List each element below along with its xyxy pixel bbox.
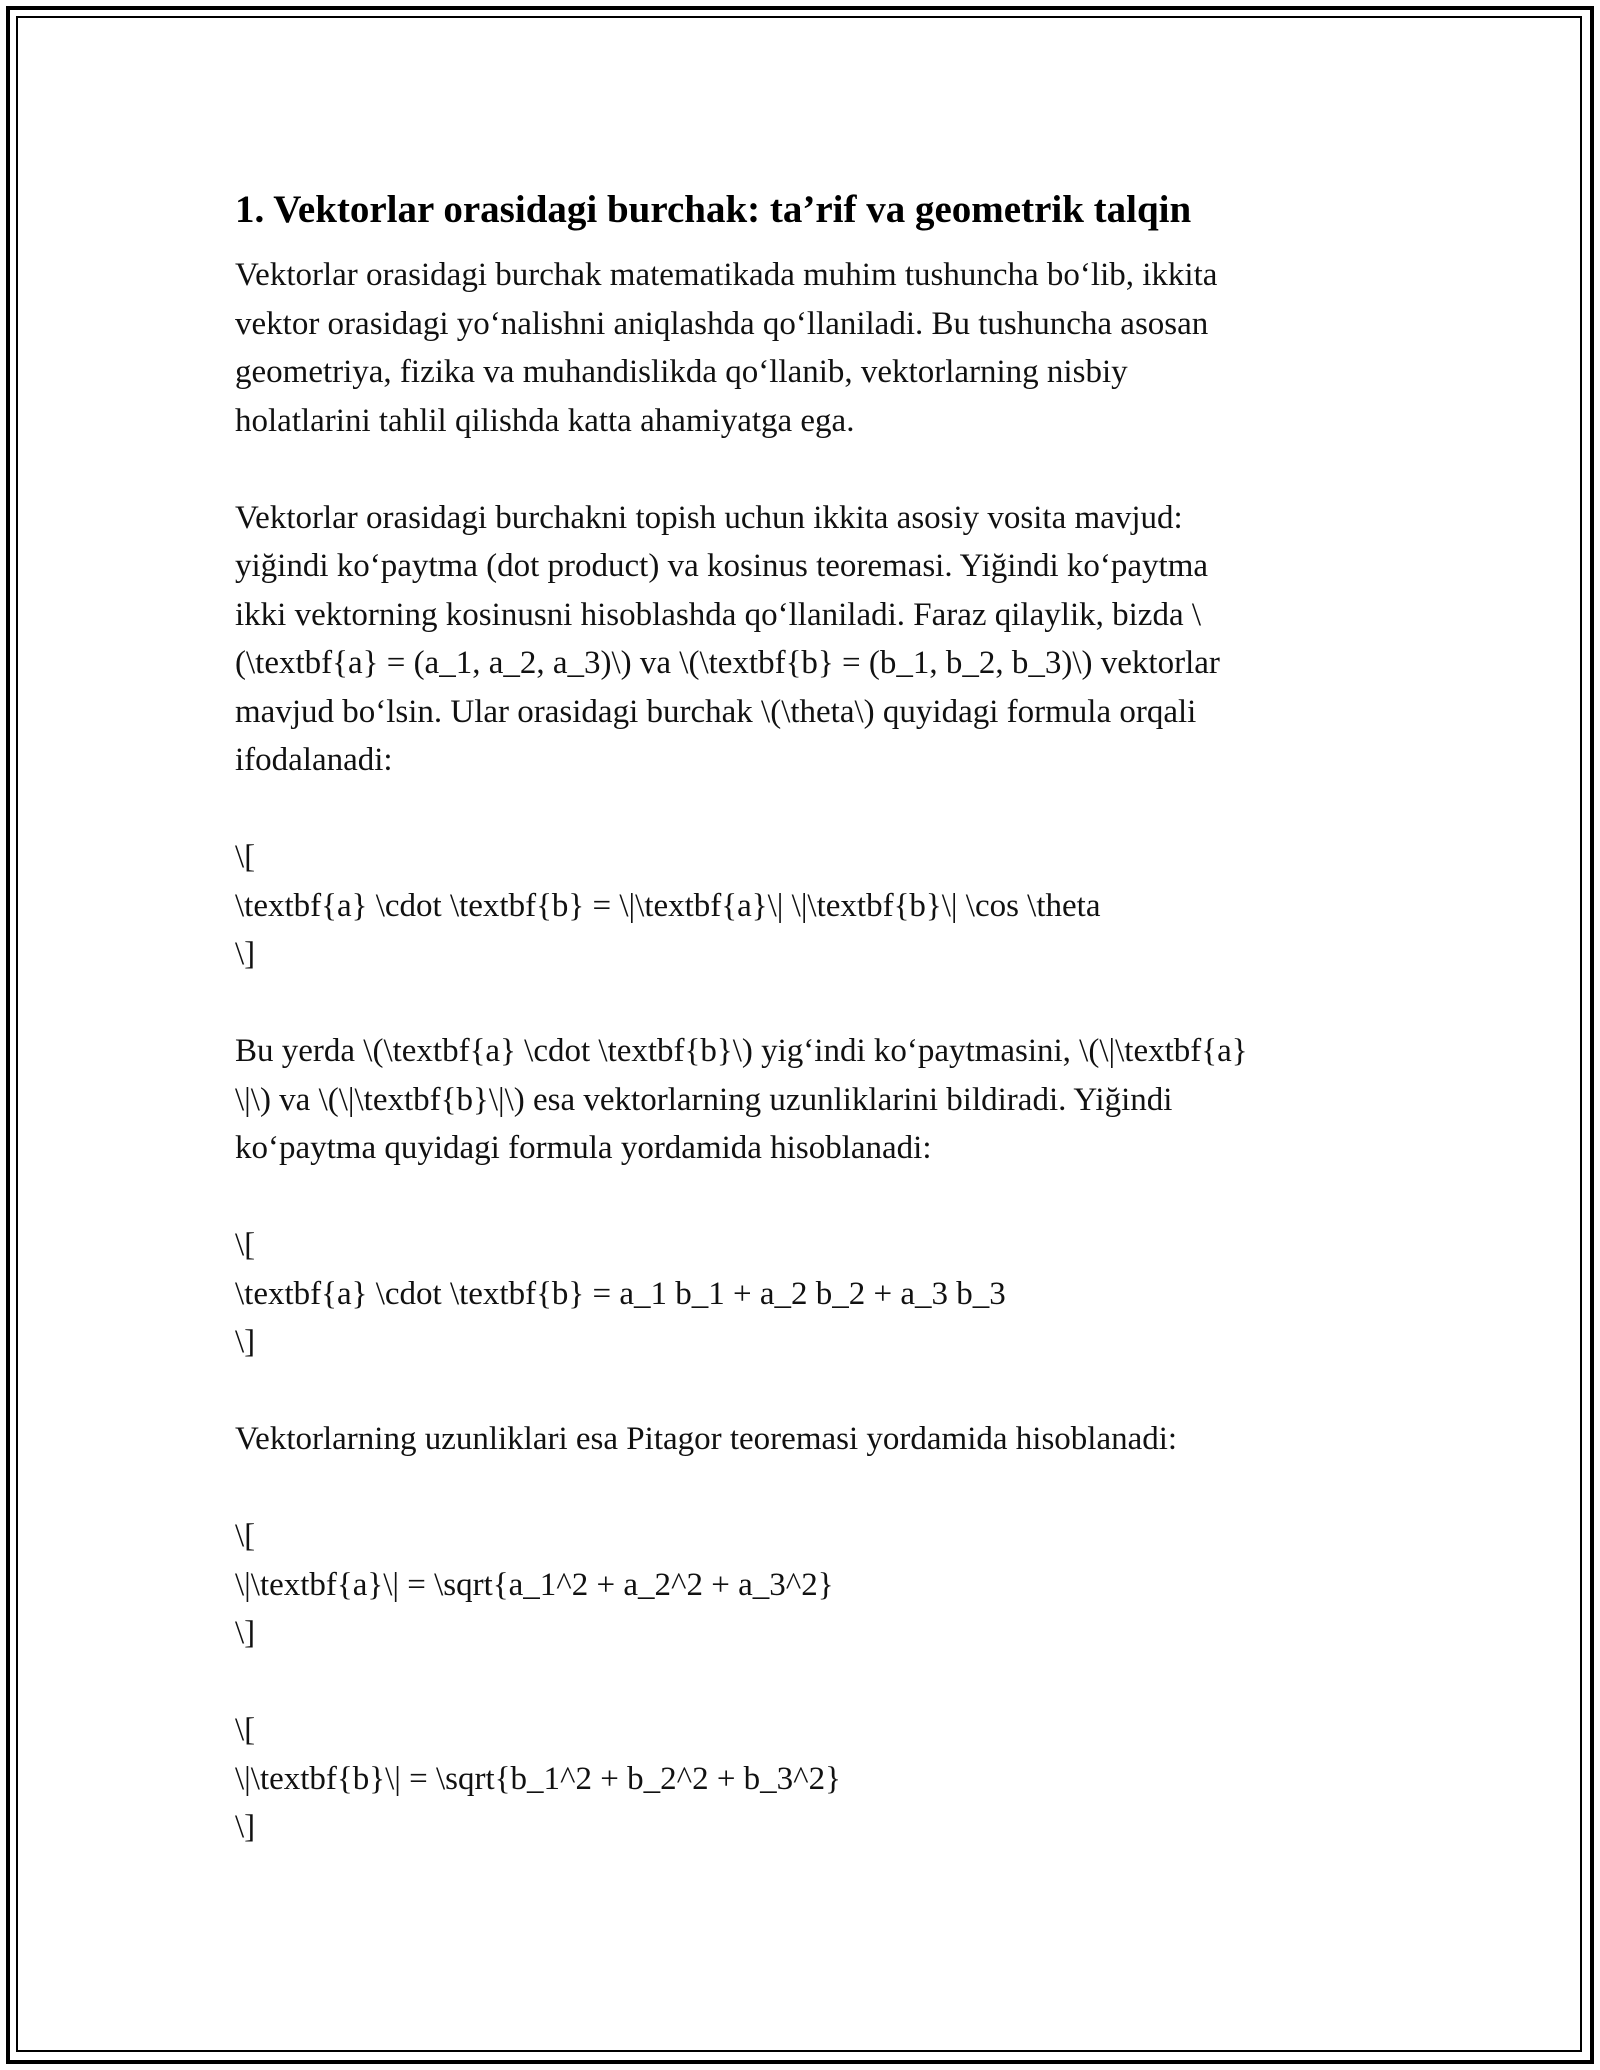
paragraph-gap [235,979,1365,1028]
paragraph-gap [235,1367,1365,1416]
document-body [235,185,1365,1852]
equation-norm-b: \[ \|\textbf{b}\| = \sqrt{b_1^2 + b_2^2 + b_3^2} \] [235,1712,842,1845]
paragraph-gap [235,785,1365,834]
paragraph-dot-product: Vektorlar orasidagi burchakni topish uchun ikkita asosiy vosita mavjud: yiğindi ko‘paytma (dot product) va kosinus teoremasi. Yiğindi ko‘paytma ikki vektorning kosinusni hisoblashda qo‘llaniladi. Faraz qilaylik, bizda \ (\textbf{a} = (a_1, a_2, a_3)\) va \(\textbf{b} = (b_1, b_2, b_3)\) vektorlar mavjud bo‘lsin. Ular orasidagi burchak \(\theta\) quyidagi formula orqali ifodalanadi: [235,499,1220,778]
equation-norm-a: \[ \|\textbf{a}\| = \sqrt{a_1^2 + a_2^2 + a_3^2} \] [235,1518,834,1651]
paragraph-gap [235,445,1365,494]
paragraph-intro: Vektorlar orasidagi burchak matematikada muhim tushuncha bo‘lib, ikkita vektor orasidagi yo‘nalishni aniqlashda qo‘llaniladi. Bu tushuncha asosan geometriya, fizika va muhandislikda qo‘llanib, vektorlarning nisbiy holatlarini tahlil qilishda katta ahamiyatga ega. [235,257,1218,439]
paragraph-gap [235,1658,1365,1707]
equation-cosine: \[ \textbf{a} \cdot \textbf{b} = \|\textbf{a}\| \|\textbf{b}\| \cos \theta \] [235,839,1101,972]
paragraph-explanation: Bu yerda \(\textbf{a} \cdot \textbf{b}\) yig‘indi ko‘paytmasini, \(\|\textbf{a} \|\) va \(\|\textbf{b}\|\) esa vektorlarning uzunliklarini bildiradi. Yiğindi ko‘paytma quyidagi formula yordamida hisoblanadi: [235,1033,1248,1166]
section-heading: 1. Vektorlar orasidagi burchak: ta’rif va geometrik talqin [235,188,1192,231]
paragraph-gap [235,1464,1365,1513]
paragraph-gap [235,1173,1365,1222]
equation-dot-product: \[ \textbf{a} \cdot \textbf{b} = a_1 b_1 + a_2 b_2 + a_3 b_3 \] [235,1227,1006,1360]
paragraph-lengths: Vektorlarning uzunliklari esa Pitagor teoremasi yordamida hisoblanadi: [235,1421,1178,1457]
